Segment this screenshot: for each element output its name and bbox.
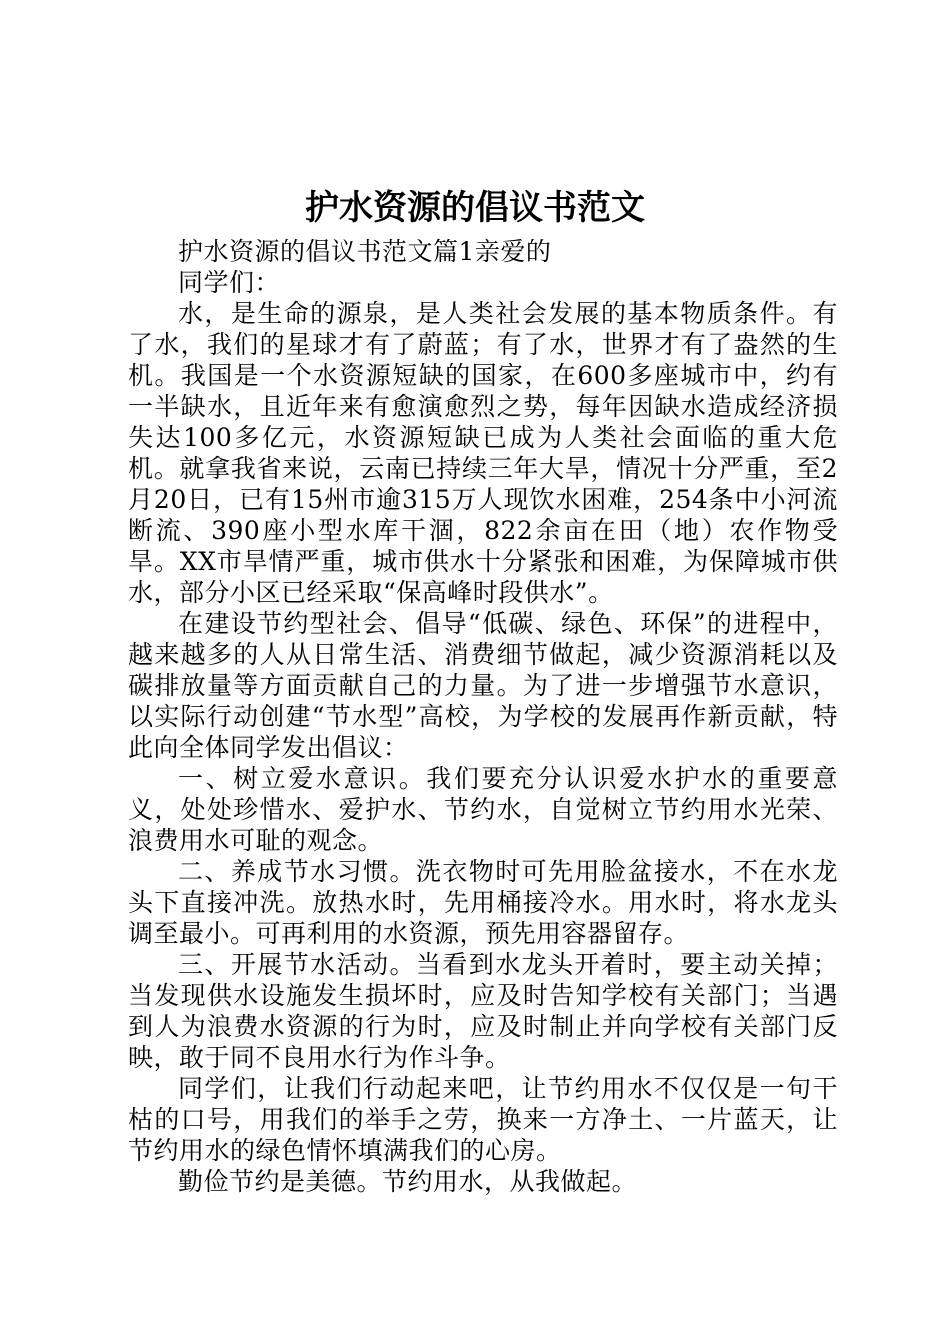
document-body <box>128 236 838 1197</box>
document-title: 护水资源的倡议书范文 <box>305 188 645 228</box>
paragraph-heading-line: 护水资源的倡议书范文篇1亲爱的 <box>178 237 552 266</box>
paragraph-proposal-intro: 在建设节约型社会、倡导“低碳、绿色、环保”的进程中，越来越多的人从日常生活、消费细节做起，减少资源消耗以及碳排放量等方面贡献自己的力量。为了进一步增强节水意识，以实际行动创建“节水型”高校，为学校的发展再作新贡献，特此向全体同学发出倡议： <box>128 609 838 762</box>
paragraph-water-importance: 水，是生命的源泉，是人类社会发展的基本物质条件。有了水，我们的星球才有了蔚蓝；有了水，世界才有了盎然的生机。我国是一个水资源短缺的国家，在600多座城市中，约有一半缺水，且近年来有愈演愈烈之势，每年因缺水造成经济损失达100多亿元，水资源短缺已成为人类社会面临的重大危机。就拿我省来说，云南已持续三年大旱，情况十分严重，至2月20日，已有15州市逾315万人现饮水困难，254条中小河流断流、390座小型水库干涸，822余亩在田（地）农作物受旱。XX市旱情严重，城市供水十分紧张和困难，为保障城市供水，部分小区已经采取“保高峰时段供水”。 <box>128 299 838 607</box>
paragraph-closing-slogan: 勤俭节约是美德。节约用水，从我做起。 <box>178 1167 638 1196</box>
paragraph-salutation: 同学们： <box>178 268 281 297</box>
paragraph-point-three: 三、开展节水活动。当看到水龙头开着时，要主动关掉；当发现供水设施发生损坏时，应及时告知学校有关部门；当遇到人为浪费水资源的行为时，应及时制止并向学校有关部门反映，敢于同不良用水行为作斗争。 <box>128 950 838 1072</box>
paragraph-point-one: 一、树立爱水意识。我们要充分认识爱水护水的重要意义，处处珍惜水、爱护水、节约水，自觉树立节约用水光荣、浪费用水可耻的观念。 <box>128 764 838 855</box>
paragraph-call-to-action: 同学们，让我们行动起来吧，让节约用水不仅仅是一句干枯的口号，用我们的举手之劳，换来一方净土、一片蓝天，让节约用水的绿色情怀填满我们的心房。 <box>128 1074 838 1165</box>
paragraph-point-two: 二、养成节水习惯。洗衣物时可先用脸盆接水，不在水龙头下直接冲洗。放热水时，先用桶接冷水。用水时，将水龙头调至最小。可再利用的水资源，预先用容器留存。 <box>128 857 838 948</box>
